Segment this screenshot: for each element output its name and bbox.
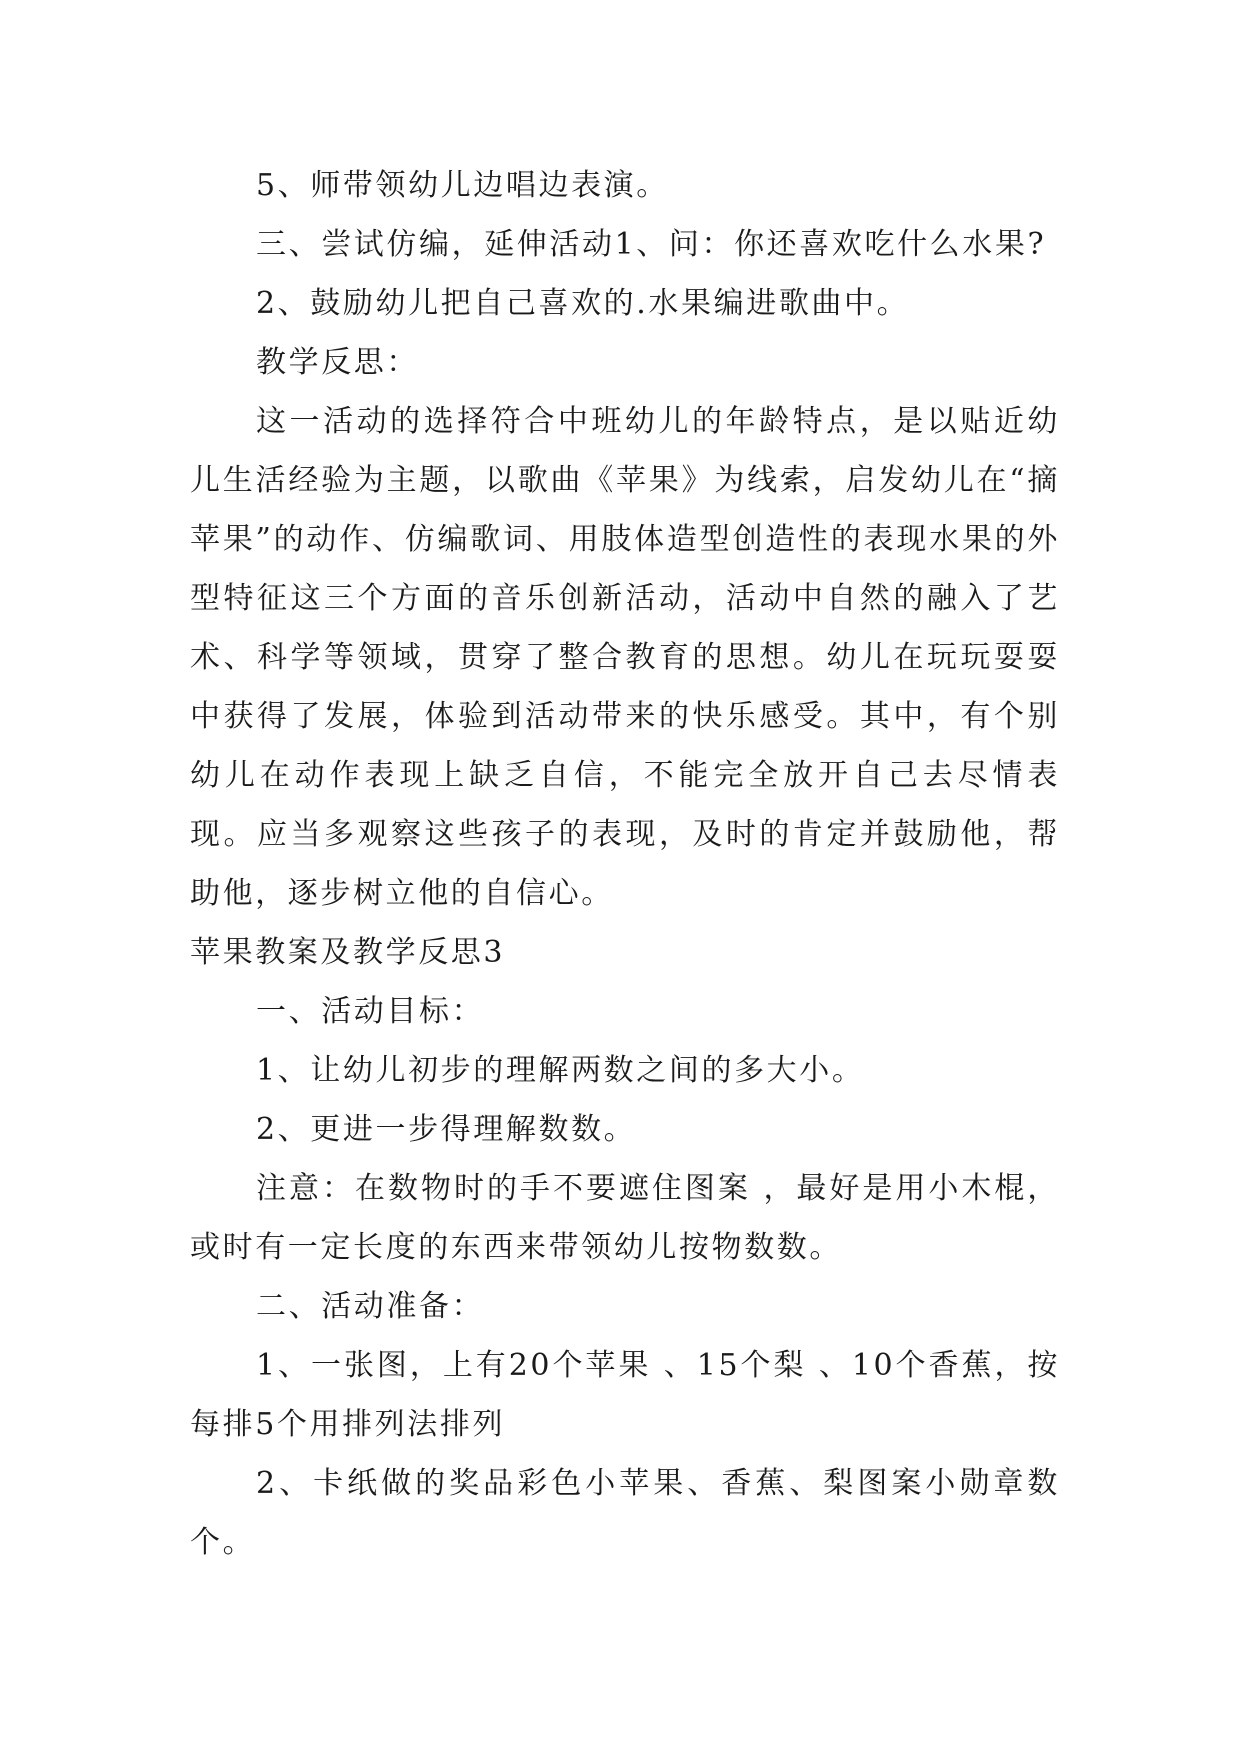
paragraph-step-2: 2、鼓励幼儿把自己喜欢的.水果编进歌曲中。 (256, 286, 910, 321)
paragraph-prep-1: 1、一张图，上有20个苹果 、15个梨 、10个香蕉，按每排5个用排列法排列 (190, 1348, 1060, 1442)
paragraph-section-3: 三、尝试仿编，延伸活动1、问：你还喜欢吃什么水果? (256, 227, 1047, 262)
paragraph-goals-heading: 一、活动目标： (256, 994, 485, 1029)
paragraph-reflection-label: 教学反思： (256, 345, 419, 380)
section-title: 苹果教案及教学反思3 (190, 935, 506, 970)
paragraph-reflection-body: 这一活动的选择符合中班幼儿的年龄特点，是以贴近幼儿生活经验为主题，以歌曲《苹果》为线索，启发幼儿在“摘苹果”的动作、仿编歌词、用肢体造型创造性的表现水果的外型特征这三个方面的音乐创新活动，活动中自然的融入了艺术、科学等领域，贯穿了整合教育的思想。幼儿在玩玩耍耍中获得了发展，体验到活动带来的快乐感受。其中，有个别幼儿在动作表现上缺乏自信，不能完全放开自己去尽情表现。应当多观察这些孩子的表现，及时的肯定并鼓励他，帮助他，逐步树立他的自信心。 (190, 404, 1060, 911)
document-body (190, 156, 1060, 1572)
paragraph-prep-heading: 二、活动准备： (256, 1289, 485, 1324)
paragraph-note: 注意：在数物时的手不要遮住图案 ，最好是用小木棍，或时有一定长度的东西来带领幼儿按物数数。 (190, 1171, 1060, 1265)
paragraph-goal-2: 2、更进一步得理解数数。 (256, 1112, 637, 1147)
paragraph-step-5: 5、师带领幼儿边唱边表演。 (256, 168, 669, 203)
paragraph-goal-1: 1、让幼儿初步的理解两数之间的多大小。 (256, 1053, 865, 1088)
paragraph-prep-2: 2、卡纸做的奖品彩色小苹果、香蕉、梨图案小勋章数个。 (190, 1466, 1060, 1560)
